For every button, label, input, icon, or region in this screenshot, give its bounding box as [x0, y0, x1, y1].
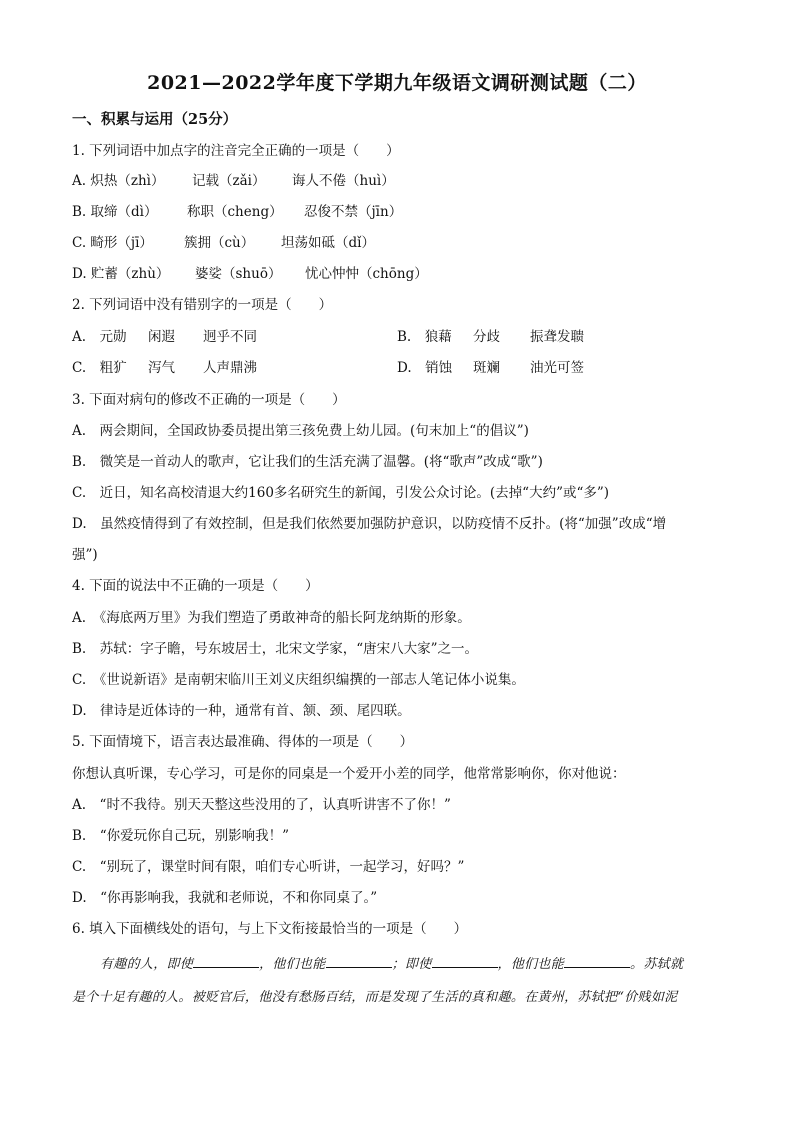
q5-option-a: A. “时不我待。别天天整这些没用的了，认真听讲害不了你！”	[72, 797, 451, 813]
q1-c-1: C. 畸形（jī）	[72, 235, 153, 251]
q2-a-1: A. 元勋	[72, 329, 127, 345]
q3-option-c: C. 近日，知名高校清退大约160多名研究生的新闻，引发公众讨论。(去掉“大约”或“多”)	[72, 485, 610, 501]
q1-d-1: D. 贮蓄（zhù）	[72, 266, 170, 282]
q6-passage-line1	[100, 953, 750, 972]
q2-d-2: 斑斓	[473, 360, 500, 376]
q4-option-d: D. 律诗是近体诗的一种，通常有首、颔、颈、尾四联。	[72, 703, 411, 719]
section-heading: 一、积累与运用（25分）	[72, 111, 238, 128]
q1-a-3: 诲人不倦（huì）	[292, 173, 395, 189]
q2-a-2: 闲遐	[148, 329, 175, 345]
q4-option-a: A. 《海底两万里》为我们塑造了勇敢神奇的船长阿龙纳斯的形象。	[72, 610, 471, 626]
q2-option-a	[72, 328, 257, 346]
q2-d-1: D. 销蚀	[397, 360, 453, 376]
q1-c-2: 簇拥（cù）	[184, 235, 255, 251]
q5-option-b: B. “你爱玩你自己玩，别影响我！”	[72, 828, 290, 844]
q3-option-d-line1: D. 虽然疫情得到了有效控制，但是我们依然要加强防护意识，以防疫情不反扑。(将“加强”改成“增	[72, 516, 667, 532]
fill-blank-1	[193, 955, 259, 968]
q1-option-c	[72, 234, 375, 252]
q2-b-3: 振聋发聩	[530, 329, 584, 345]
passage-text-1: 有趣的人，即使	[100, 957, 194, 972]
q1-option-d	[72, 265, 428, 283]
fill-blank-3	[432, 955, 498, 968]
q3-option-a: A. 两会期间，全国政协委员提出第三孩免费上幼儿园。(句末加上“的倡议”)	[72, 423, 529, 439]
q2-a-3: 迥乎不同	[203, 329, 257, 345]
q3-option-d-line2: 强”)	[72, 547, 98, 563]
q4-option-b: B. 苏轼：字子瞻，号东坡居士，北宋文学家，“唐宋八大家”之一。	[72, 641, 479, 657]
q2-option-d	[397, 359, 584, 377]
q2-c-3: 人声鼎沸	[203, 360, 257, 376]
q1-option-b	[72, 203, 402, 221]
question-4-stem: 4. 下面的说法中不正确的一项是（ ）	[72, 578, 319, 594]
q3-option-b: B. 微笑是一首动人的歌声，它让我们的生活充满了温馨。(将“歌声”改成“歌”)	[72, 454, 543, 470]
q2-option-c	[72, 359, 257, 377]
passage-text-5: 。苏轼就	[630, 957, 684, 972]
page-title: 2021—2022学年度下学期九年级语文调研测试题（二）	[147, 72, 647, 94]
q5-option-c: C. “别玩了，课堂时间有限，咱们专心听讲，一起学习，好吗？”	[72, 859, 465, 875]
passage-text-3: ；即使	[391, 957, 432, 972]
q1-a-2: 记载（zǎi）	[192, 173, 266, 189]
question-2-stem: 2. 下列词语中没有错别字的一项是（ ）	[72, 297, 333, 313]
q2-c-2: 泻气	[148, 360, 175, 376]
q1-a-1: A. 炽热（zhì）	[72, 173, 165, 189]
q2-option-b	[397, 328, 584, 346]
passage-text-2: ，他们也能	[259, 957, 326, 972]
q1-b-1: B. 取缔（dì）	[72, 204, 158, 220]
passage-text-4: ，他们也能	[497, 957, 565, 972]
q2-b-2: 分歧	[473, 329, 500, 345]
q2-c-1: C. 粗犷	[72, 360, 127, 376]
q6-passage-line2: 是个十足有趣的人。被贬官后，他没有愁肠百结，而是发现了生活的真和趣。在黄州，苏轼把“价贱如泥	[72, 990, 678, 1005]
q2-b-1: B. 狼藉	[397, 329, 452, 345]
q1-option-a	[72, 172, 395, 190]
q1-b-3: 忍俊不禁（jīn）	[304, 204, 403, 220]
q1-d-2: 婆娑（shuō）	[195, 266, 282, 282]
q5-context: 你想认真听课，专心学习，可是你的同桌是一个爱开小差的同学，他常常影响你，你对他说：	[72, 766, 626, 782]
q4-option-c: C. 《世说新语》是南朝宋临川王刘义庆组织编撰的一部志人笔记体小说集。	[72, 672, 525, 688]
question-6-stem: 6. 填入下面横线处的语句，与上下文衔接最恰当的一项是（ ）	[72, 921, 468, 937]
q5-option-d: D. “你再影响我，我就和老师说，不和你同桌了。”	[72, 890, 378, 906]
q2-d-3: 油光可签	[530, 360, 584, 376]
q1-c-3: 坦荡如砥（dǐ）	[281, 235, 375, 251]
question-3-stem: 3. 下面对病句的修改不正确的一项是（ ）	[72, 392, 346, 408]
question-5-stem: 5. 下面情境下，语言表达最准确、得体的一项是（ ）	[72, 734, 414, 750]
q1-b-2: 称职（cheng）	[187, 204, 283, 220]
fill-blank-4	[564, 955, 630, 968]
q1-d-3: 忧心忡忡（chōng）	[305, 266, 428, 282]
question-1-stem: 1. 下列词语中加点字的注音完全正确的一项是（ ）	[72, 143, 400, 159]
fill-blank-2	[326, 955, 392, 968]
